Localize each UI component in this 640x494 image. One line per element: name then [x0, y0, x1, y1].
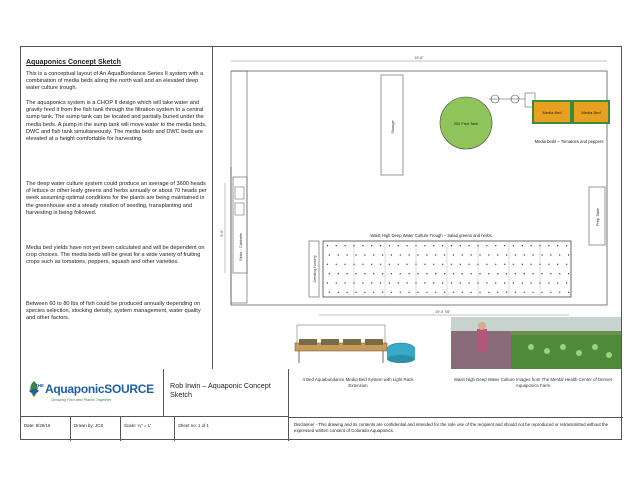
- raft-hole: [532, 292, 533, 293]
- raft-hole: [541, 254, 542, 255]
- photo1-caption: 4 Bed Aquabundance Media Bed System with Light Rack Extension: [302, 377, 414, 388]
- raft-hole: [513, 282, 514, 283]
- raft-hole: [380, 264, 381, 265]
- raft-hole: [541, 273, 542, 274]
- raft-hole: [406, 264, 407, 265]
- raft-hole: [338, 273, 339, 274]
- raft-hole: [417, 254, 418, 255]
- raft-hole: [398, 245, 399, 246]
- raft-hole: [433, 264, 434, 265]
- raft-hole: [495, 264, 496, 265]
- raft-hole: [548, 245, 549, 246]
- raft-hole: [468, 264, 469, 265]
- raft-hole: [462, 254, 463, 255]
- raft-hole: [327, 282, 328, 283]
- raft-hole: [557, 264, 558, 265]
- raft-hole: [468, 245, 469, 246]
- raft-hole: [329, 254, 330, 255]
- raft-hole: [442, 282, 443, 283]
- raft-hole: [435, 273, 436, 274]
- para-fish: Between 60 to 80 lbs of fish could be produced annually depending on species selection, stocking density, system management, water quality and other factors.: [26, 301, 201, 322]
- para-system: The aquaponics system is a CHOP II design which will take water and gravity feed it from the fish tank through the filtration system to a central sump tank. The sump tank can be located and partially buried under the media beds. A pump in the sump tank will move water to the media beds, DWC and fish tank simultaneously. The media beds and DWC beds are elevated at a height comfortable for harvesting.: [26, 100, 207, 143]
- dim-top: 19'-8": [414, 56, 424, 60]
- raft-hole: [453, 254, 454, 255]
- raft-hole: [470, 273, 471, 274]
- description-panel: [21, 47, 213, 369]
- raft-hole: [329, 292, 330, 293]
- raft-hole: [550, 273, 551, 274]
- raft-hole: [373, 254, 374, 255]
- raft-hole: [451, 245, 452, 246]
- raft-hole: [391, 273, 392, 274]
- raft-hole: [506, 273, 507, 274]
- raft-hole: [462, 273, 463, 274]
- sink-basin-2: [235, 203, 244, 215]
- raft-hole: [495, 245, 496, 246]
- dim-bottom: 29'-9 7/8": [435, 310, 451, 314]
- raft-hole: [371, 245, 372, 246]
- raft-hole: [338, 292, 339, 293]
- raft-hole: [559, 273, 560, 274]
- raft-hole: [479, 292, 480, 293]
- company-logo: [21, 369, 164, 417]
- raft-hole: [389, 264, 390, 265]
- raft-hole: [522, 264, 523, 265]
- concept-sheet: [20, 46, 622, 440]
- raft-hole: [541, 292, 542, 293]
- raft-hole: [557, 245, 558, 246]
- raft-hole: [470, 292, 471, 293]
- raft-hole: [373, 273, 374, 274]
- raft-hole: [355, 273, 356, 274]
- raft-hole: [568, 254, 569, 255]
- raft-hole: [444, 292, 445, 293]
- raft-hole: [373, 292, 374, 293]
- raft-hole: [327, 264, 328, 265]
- photo-area: [291, 317, 621, 373]
- raft-hole: [426, 273, 427, 274]
- raft-hole: [382, 254, 383, 255]
- fish-leaf-icon: [25, 379, 43, 399]
- raft-hole: [486, 282, 487, 283]
- logo-wordmark: AquaponicSOURCE: [45, 382, 154, 396]
- doc-title: Aquaponics Concept Sketch: [26, 59, 121, 66]
- drawn-by-field: Drawn by: JCS: [71, 417, 121, 441]
- sinks-label: Sinks - Cabinets: [239, 233, 243, 261]
- logo-the: THE: [35, 383, 44, 388]
- raft-hole: [460, 282, 461, 283]
- raft-hole: [513, 264, 514, 265]
- raft-hole: [391, 292, 392, 293]
- raft-hole: [506, 254, 507, 255]
- raft-hole: [451, 264, 452, 265]
- raft-hole: [559, 254, 560, 255]
- raft-hole: [417, 273, 418, 274]
- raft-hole: [497, 254, 498, 255]
- raft-hole: [530, 264, 531, 265]
- raft-hole: [453, 292, 454, 293]
- raft-hole: [504, 282, 505, 283]
- title-block: [21, 369, 623, 441]
- raft-hole: [424, 245, 425, 246]
- prep-table-label: Prep Table: [596, 207, 600, 227]
- raft-hole: [400, 273, 401, 274]
- raft-hole: [433, 282, 434, 283]
- raft-hole: [451, 282, 452, 283]
- raft-hole: [497, 292, 498, 293]
- raft-hole: [424, 282, 425, 283]
- raft-hole: [344, 245, 345, 246]
- raft-hole: [382, 273, 383, 274]
- raft-hole: [513, 245, 514, 246]
- sheet-field: Sheet no: 1 of 1: [178, 423, 210, 428]
- logo-tagline: Growing Fish and Plants Together: [51, 397, 112, 402]
- raft-hole: [336, 264, 337, 265]
- fish-tank-label: 200 Fish Tank: [453, 121, 479, 126]
- dim-left: 9'-0": [220, 229, 224, 237]
- raft-hole: [515, 254, 516, 255]
- raft-hole: [344, 282, 345, 283]
- raft-hole: [497, 273, 498, 274]
- raft-hole: [336, 245, 337, 246]
- raft-hole: [559, 292, 560, 293]
- raft-hole: [424, 264, 425, 265]
- raft-hole: [532, 254, 533, 255]
- raft-hole: [406, 282, 407, 283]
- para-media: Media bed yields have not yet been calculated and will be dependent on crop choices. The media beds will be great for a wide variety of fruiting crops such as tomatoes, peppers, squash and other varieties.: [26, 245, 205, 266]
- raft-hole: [442, 264, 443, 265]
- raft-hole: [426, 254, 427, 255]
- raft-hole: [460, 264, 461, 265]
- raft-hole: [524, 273, 525, 274]
- raft-hole: [568, 273, 569, 274]
- raft-hole: [550, 254, 551, 255]
- raft-hole: [462, 292, 463, 293]
- raft-hole: [442, 245, 443, 246]
- raft-hole: [506, 292, 507, 293]
- raft-hole: [364, 254, 365, 255]
- raft-hole: [548, 264, 549, 265]
- raft-hole: [408, 273, 409, 274]
- para-intro: This is a conceptual layout of An AquaBundance Series II system with a combination of media beds along the north wall and an elevated deep water culture trough.: [26, 71, 204, 92]
- media-bed-system-photo: [295, 325, 415, 363]
- raft-hole: [460, 245, 461, 246]
- raft-hole: [380, 245, 381, 246]
- raft-hole: [532, 273, 533, 274]
- raft-hole: [522, 282, 523, 283]
- raft-hole: [327, 245, 328, 246]
- raft-hole: [522, 245, 523, 246]
- date-field: Date: 9/26/16: [21, 417, 71, 441]
- raft-hole: [417, 292, 418, 293]
- raft-hole: [338, 254, 339, 255]
- scale-field: Scale: ¼" = 1': [121, 417, 175, 441]
- raft-hole: [346, 273, 347, 274]
- raft-hole: [371, 282, 372, 283]
- raft-hole: [524, 254, 525, 255]
- raft-hole: [486, 245, 487, 246]
- raft-hole: [336, 282, 337, 283]
- raft-hole: [355, 254, 356, 255]
- raft-hole: [504, 264, 505, 265]
- raft-hole: [504, 245, 505, 246]
- raft-hole: [435, 254, 436, 255]
- raft-hole: [550, 292, 551, 293]
- seedling-nursery-label: Seedling Nursery: [313, 255, 317, 283]
- raft-hole: [548, 282, 549, 283]
- raft-hole: [362, 282, 363, 283]
- disclaimer: Disclaimer - This drawing and its contents are confidential and intended for the sole use of the recipient and should not be reproduced or retransmitted without the expressed written consent of Colorado Aquaponics.: [289, 417, 623, 441]
- raft-hole: [408, 254, 409, 255]
- raft-hole: [468, 282, 469, 283]
- media-bed-1-label: Media Bed: [542, 110, 562, 115]
- project-title: Rob Irwin – Aquaponic Concept Sketch: [164, 369, 289, 417]
- raft-hole: [515, 292, 516, 293]
- raft-hole: [398, 282, 399, 283]
- raft-hole: [400, 254, 401, 255]
- raft-hole: [398, 264, 399, 265]
- media-bed-2-label: Media Bed: [581, 110, 601, 115]
- raft-hole: [408, 292, 409, 293]
- raft-hole: [495, 282, 496, 283]
- media-beds-caption: Media beds – Tomatoes and peppers: [534, 139, 604, 144]
- raft-hole: [470, 254, 471, 255]
- raft-hole: [566, 245, 567, 246]
- raft-hole: [488, 273, 489, 274]
- raft-hole: [524, 292, 525, 293]
- raft-hole: [400, 292, 401, 293]
- photo2-caption: Waist High Deep Water Culture Images from The Mental Health Center of Denver Aquaponics Farm: [453, 377, 613, 388]
- raft-hole: [488, 254, 489, 255]
- raft-hole: [435, 292, 436, 293]
- raft-hole: [406, 245, 407, 246]
- raft-hole: [566, 264, 567, 265]
- raft-hole: [444, 254, 445, 255]
- raft-hole: [346, 254, 347, 255]
- raft-hole: [329, 273, 330, 274]
- raft-hole: [355, 292, 356, 293]
- raft-hole: [344, 264, 345, 265]
- raft-hole: [515, 273, 516, 274]
- raft-hole: [364, 292, 365, 293]
- raft-hole: [453, 273, 454, 274]
- storage-label: Storage: [391, 120, 395, 134]
- raft-hole: [426, 292, 427, 293]
- dwc-farm-photo: [451, 317, 621, 369]
- raft-hole: [486, 264, 487, 265]
- raft-hole: [371, 264, 372, 265]
- para-dwc: The deep water culture system could produce an average of 3600 heads of lettuce or other leafy greens and herbs annually or about 70 heads per week assuming optimal conditions for the plants are being maintained in the greenhouse and a steady rotation of seeding, transplanting and harvesting is being followed.: [26, 181, 207, 216]
- raft-hole: [488, 292, 489, 293]
- raft-hole: [530, 282, 531, 283]
- raft-hole: [364, 273, 365, 274]
- raft-hole: [389, 282, 390, 283]
- raft-hole: [568, 292, 569, 293]
- raft-hole: [380, 282, 381, 283]
- raft-hole: [479, 254, 480, 255]
- raft-hole: [362, 264, 363, 265]
- raft-hole: [382, 292, 383, 293]
- raft-hole: [530, 245, 531, 246]
- sink-basin-1: [235, 187, 244, 199]
- raft-hole: [444, 273, 445, 274]
- meta-row: [21, 417, 289, 441]
- raft-hole: [391, 254, 392, 255]
- raft-hole: [566, 282, 567, 283]
- trough-caption: Waist High Deep Water Culture Trough – Salad greens and herbs: [370, 233, 492, 238]
- raft-hole: [346, 292, 347, 293]
- raft-hole: [433, 245, 434, 246]
- raft-hole: [479, 273, 480, 274]
- raft-hole: [389, 245, 390, 246]
- raft-hole: [362, 245, 363, 246]
- floor-plan: [213, 47, 623, 319]
- floor-plan-svg: [213, 47, 623, 319]
- raft-hole: [557, 282, 558, 283]
